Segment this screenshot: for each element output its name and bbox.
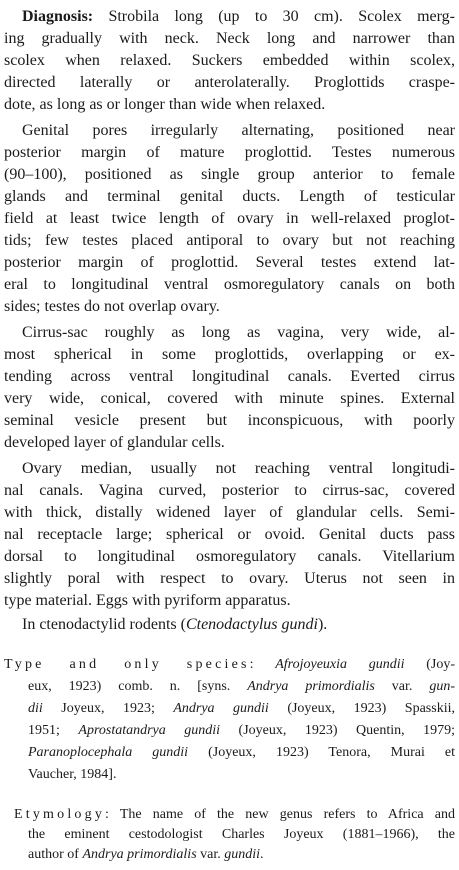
ovary-line-3: with thick, distally widened layer of glandular cells. Semi- [4,504,455,521]
etymology-line-1: Etymology: The name of the new genus refers to Africa and [14,807,455,822]
etymology-heading: Etymology [14,807,106,822]
genital-line-6: tids; few testes placed antiporal to ovary but not reaching [4,232,455,249]
genital-line-7: posterior margin of proglottid. Several testes extend lat- [4,254,455,271]
genital-line-2: posterior margin of mature proglottid. Testes numerous [4,144,455,161]
etymology-line-2: the eminent cestodologist Charles Joyeux (1881–1966), the [28,827,455,842]
diagnosis-line-4: directed laterally or anterolaterally. Proglottids craspe- [4,74,455,91]
genital-line-9: sides; testes do not overlap ovary. [4,298,220,315]
type-species-line-2: eux, 1923) comb. n. [syns. Andrya primordialis var. gun- [28,679,455,694]
genital-line-8: eral to longitudinal ventral osmoregulatory canals on both [4,276,455,293]
cirrus-line-6: developed layer of glandular cells. [4,434,225,451]
diagnosis-label: Diagnosis: [22,8,94,25]
host-line: In ctenodactylid rodents (Ctenodactylus gundi). [22,616,328,633]
type-species-heading: Type and only species [4,657,250,672]
diagnosis-line-1: Diagnosis: Strobila long (up to 30 cm). Scolex merg- [22,8,455,25]
diagnosis-line-3: scolex when relaxed. Suckers embedded within scolex, [4,52,455,69]
type-species-line-6: Vaucher, 1984]. [28,767,117,782]
type-species-line-4: 1951; Aprostatandrya gundii (Joyeux, 1923) Quentin, 1979; [28,723,456,738]
cirrus-line-3: tending across ventral longitudinal canals. Everted cirrus [4,368,455,385]
type-species-line-5: Paranoplocephala gundii (Joyeux, 1923) Tenora, Murai et [28,745,455,760]
ovary-line-4: nal receptacle large; spherical or ovoid. Genital ducts pass [4,526,455,543]
diagnosis-line-2: ing gradually with neck. Neck long and narrower than [4,30,455,47]
type-species-line-3: dii Joyeux, 1923; Andrya gundii (Joyeux, 1923) Spasskii, [28,701,455,716]
ovary-line-2: nal canals. Vagina curved, posterior to cirrus-sac, covered [4,482,455,499]
genital-line-1: Genital pores irregularly alternating, positioned near [22,122,455,139]
ovary-line-7: type material. Eggs with pyriform apparatus. [4,592,291,609]
cirrus-line-5: seminal vesicle present but inconspicuous, with poorly [4,412,455,429]
ovary-line-6: slightly poral with respect to ovary. Uterus not seen in [4,570,455,587]
etymology-line-3: author of Andrya primordialis var. gundii. [28,847,264,862]
cirrus-line-1: Cirrus-sac roughly as long as vagina, very wide, al- [22,324,455,341]
genital-line-5: field at least twice length of ovary in well-relaxed proglot- [4,210,455,227]
genital-line-4: glands and terminal genital ducts. Length of testicular [4,188,455,205]
diagnosis-line-5: dote, as long as or longer than wide when relaxed. [4,96,326,113]
cirrus-line-4: very wide, conical, covered with minute spines. External [4,390,455,407]
host-species: Ctenodactylus gundi [185,616,318,633]
cirrus-line-2: most spherical in some proglottids, overlapping or ex- [4,346,455,363]
ovary-line-5: dorsal to longitudinal osmoregulatory canals. Vitellarium [4,548,455,565]
ovary-line-1: Ovary median, usually not reaching ventral longitudi- [22,460,455,477]
type-species-line-1: Type and only species: Afrojoyeuxia gundii (Joy- [4,657,455,672]
genital-line-3: (90–100), positioned as single group anterior to female [4,166,455,183]
genus-name: Afrojoyeuxia gundii [275,657,405,672]
